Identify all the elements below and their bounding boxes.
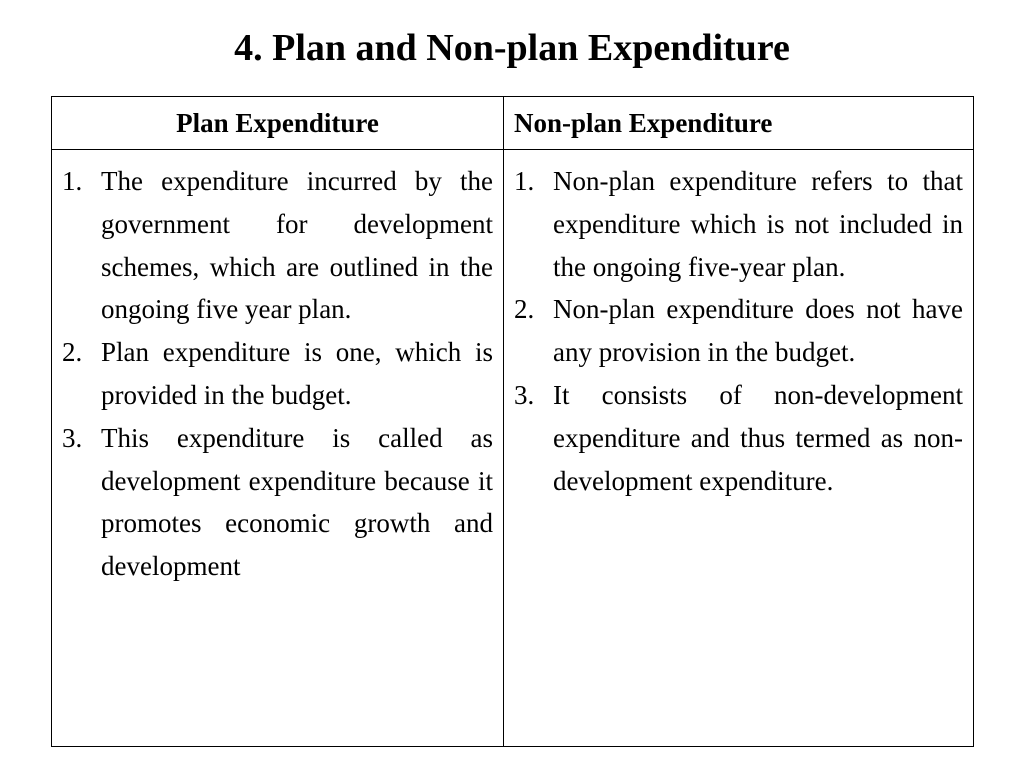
item-text: The expenditure incurred by the government for development schemes, which are outlined in the ongoing five year plan.	[101, 166, 493, 325]
slide-title: 4. Plan and Non-plan Expenditure	[234, 27, 790, 69]
item-number: 3.	[62, 422, 83, 453]
item-text: It consists of non-development expenditure and thus termed as non-development expenditure.	[553, 379, 963, 496]
item-text: Plan expenditure is one, which is provided in the budget.	[101, 337, 493, 410]
header-non-plan-expenditure: Non-plan Expenditure	[504, 97, 974, 150]
header-plan-expenditure: Plan Expenditure	[52, 97, 504, 150]
plan-expenditure-cell	[52, 150, 504, 747]
item-number: 1.	[62, 166, 83, 196]
table-body-row	[52, 150, 974, 747]
non-plan-expenditure-cell	[504, 150, 974, 747]
item-text: Non-plan expenditure does not have any provision in the budget.	[553, 294, 963, 368]
item-number: 2.	[62, 337, 83, 368]
list-item	[62, 331, 493, 417]
list-item	[514, 288, 963, 374]
list-item	[62, 160, 493, 331]
non-plan-expenditure-list	[514, 160, 963, 502]
list-item	[514, 374, 963, 502]
item-text: Non-plan expenditure refers to that expenditure which is not included in the ongoing five-year plan.	[553, 166, 963, 282]
item-number: 1.	[514, 166, 535, 196]
table-header-row	[52, 97, 974, 150]
comparison-table	[51, 96, 974, 747]
item-text: This expenditure is called as development expenditure because it promotes economic growth and development	[101, 422, 493, 582]
list-item	[514, 160, 963, 288]
plan-expenditure-list	[62, 160, 493, 588]
item-number: 2.	[514, 294, 535, 325]
list-item	[62, 417, 493, 588]
item-number: 3.	[514, 379, 535, 410]
